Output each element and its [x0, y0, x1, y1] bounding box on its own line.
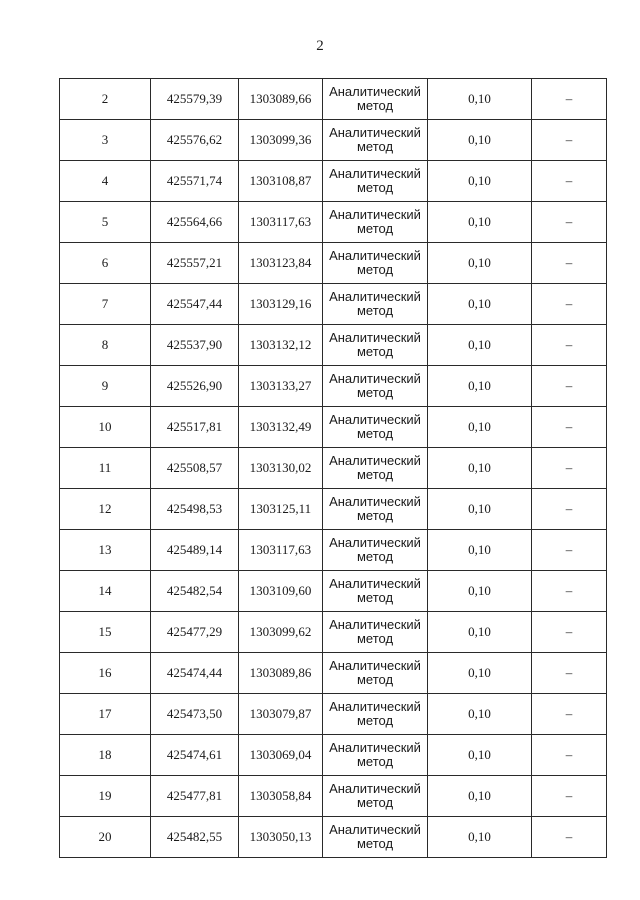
point-number-cell: 16	[60, 653, 151, 694]
y-coordinate-cell: 1303079,87	[239, 694, 323, 735]
y-coordinate-cell: 1303123,84	[239, 243, 323, 284]
method-line-2: метод	[356, 262, 394, 277]
method-line-2: метод	[356, 98, 394, 113]
x-coordinate-cell: 425473,50	[151, 694, 239, 735]
x-coordinate-cell: 425557,21	[151, 243, 239, 284]
method-line-1: Аналитический	[329, 412, 421, 427]
point-number-cell: 11	[60, 448, 151, 489]
accuracy-cell: 0,10	[428, 79, 532, 120]
x-coordinate-cell: 425489,14	[151, 530, 239, 571]
accuracy-cell: 0,10	[428, 448, 532, 489]
table-row	[60, 448, 607, 489]
method-cell	[323, 489, 428, 530]
method-line-2: метод	[356, 795, 394, 810]
method-line-2: метод	[356, 344, 394, 359]
note-cell: –	[532, 325, 607, 366]
method-cell	[323, 530, 428, 571]
method-line-2: метод	[356, 139, 394, 154]
accuracy-cell: 0,10	[428, 366, 532, 407]
y-coordinate-cell: 1303058,84	[239, 776, 323, 817]
y-coordinate-cell: 1303129,16	[239, 284, 323, 325]
accuracy-cell: 0,10	[428, 325, 532, 366]
table-row	[60, 489, 607, 530]
method-line-2: метод	[356, 754, 394, 769]
y-coordinate-cell: 1303132,12	[239, 325, 323, 366]
method-line-1: Аналитический	[329, 371, 421, 386]
point-number-cell: 5	[60, 202, 151, 243]
y-coordinate-cell: 1303089,66	[239, 79, 323, 120]
method-line-1: Аналитический	[329, 699, 421, 714]
y-coordinate-cell: 1303108,87	[239, 161, 323, 202]
accuracy-cell: 0,10	[428, 612, 532, 653]
y-coordinate-cell: 1303117,63	[239, 202, 323, 243]
point-number-cell: 10	[60, 407, 151, 448]
note-cell: –	[532, 79, 607, 120]
note-cell: –	[532, 653, 607, 694]
method-line-1: Аналитический	[329, 207, 421, 222]
method-line-2: метод	[356, 631, 394, 646]
y-coordinate-cell: 1303109,60	[239, 571, 323, 612]
accuracy-cell: 0,10	[428, 776, 532, 817]
note-cell: –	[532, 120, 607, 161]
table-row	[60, 817, 607, 858]
method-line-2: метод	[356, 549, 394, 564]
point-number-cell: 4	[60, 161, 151, 202]
table-row	[60, 366, 607, 407]
point-number-cell: 14	[60, 571, 151, 612]
method-line-1: Аналитический	[329, 822, 421, 837]
method-cell	[323, 653, 428, 694]
point-number-cell: 12	[60, 489, 151, 530]
accuracy-cell: 0,10	[428, 694, 532, 735]
x-coordinate-cell: 425579,39	[151, 79, 239, 120]
table-row	[60, 161, 607, 202]
method-line-1: Аналитический	[329, 576, 421, 591]
note-cell: –	[532, 448, 607, 489]
method-line-1: Аналитический	[329, 248, 421, 263]
x-coordinate-cell: 425474,61	[151, 735, 239, 776]
point-number-cell: 15	[60, 612, 151, 653]
accuracy-cell: 0,10	[428, 817, 532, 858]
y-coordinate-cell: 1303089,86	[239, 653, 323, 694]
note-cell: –	[532, 407, 607, 448]
point-number-cell: 9	[60, 366, 151, 407]
x-coordinate-cell: 425508,57	[151, 448, 239, 489]
method-cell	[323, 120, 428, 161]
table-row	[60, 79, 607, 120]
accuracy-cell: 0,10	[428, 735, 532, 776]
method-cell	[323, 571, 428, 612]
method-line-1: Аналитический	[329, 84, 421, 99]
method-line-2: метод	[356, 385, 394, 400]
note-cell: –	[532, 366, 607, 407]
point-number-cell: 17	[60, 694, 151, 735]
point-number-cell: 18	[60, 735, 151, 776]
y-coordinate-cell: 1303050,13	[239, 817, 323, 858]
page-number: 2	[316, 38, 324, 54]
method-line-1: Аналитический	[329, 166, 421, 181]
table-row	[60, 120, 607, 161]
table-row	[60, 612, 607, 653]
x-coordinate-cell: 425547,44	[151, 284, 239, 325]
method-line-2: метод	[356, 467, 394, 482]
table-row	[60, 653, 607, 694]
method-line-1: Аналитический	[329, 658, 421, 673]
method-cell	[323, 817, 428, 858]
accuracy-cell: 0,10	[428, 571, 532, 612]
method-line-1: Аналитический	[329, 740, 421, 755]
method-line-1: Аналитический	[329, 453, 421, 468]
x-coordinate-cell: 425477,81	[151, 776, 239, 817]
y-coordinate-cell: 1303132,49	[239, 407, 323, 448]
method-cell	[323, 735, 428, 776]
method-line-2: метод	[356, 426, 394, 441]
x-coordinate-cell: 425564,66	[151, 202, 239, 243]
method-cell	[323, 161, 428, 202]
method-cell	[323, 325, 428, 366]
note-cell: –	[532, 202, 607, 243]
method-cell	[323, 79, 428, 120]
accuracy-cell: 0,10	[428, 161, 532, 202]
method-line-2: метод	[356, 713, 394, 728]
point-number-cell: 6	[60, 243, 151, 284]
method-line-2: метод	[356, 303, 394, 318]
table-row	[60, 284, 607, 325]
note-cell: –	[532, 571, 607, 612]
method-line-1: Аналитический	[329, 781, 421, 796]
note-cell: –	[532, 243, 607, 284]
method-cell	[323, 202, 428, 243]
table-row	[60, 776, 607, 817]
y-coordinate-cell: 1303125,11	[239, 489, 323, 530]
point-number-cell: 2	[60, 79, 151, 120]
table-row	[60, 407, 607, 448]
note-cell: –	[532, 161, 607, 202]
point-number-cell: 20	[60, 817, 151, 858]
method-cell	[323, 776, 428, 817]
method-line-1: Аналитический	[329, 535, 421, 550]
y-coordinate-cell: 1303130,02	[239, 448, 323, 489]
note-cell: –	[532, 530, 607, 571]
x-coordinate-cell: 425576,62	[151, 120, 239, 161]
point-number-cell: 8	[60, 325, 151, 366]
accuracy-cell: 0,10	[428, 653, 532, 694]
method-line-1: Аналитический	[329, 330, 421, 345]
note-cell: –	[532, 612, 607, 653]
method-cell	[323, 243, 428, 284]
x-coordinate-cell: 425517,81	[151, 407, 239, 448]
method-cell	[323, 366, 428, 407]
coordinates-table-body	[60, 79, 607, 858]
table-row	[60, 571, 607, 612]
accuracy-cell: 0,10	[428, 120, 532, 161]
point-number-cell: 7	[60, 284, 151, 325]
table-row	[60, 243, 607, 284]
table-row	[60, 735, 607, 776]
accuracy-cell: 0,10	[428, 284, 532, 325]
point-number-cell: 13	[60, 530, 151, 571]
accuracy-cell: 0,10	[428, 407, 532, 448]
x-coordinate-cell: 425474,44	[151, 653, 239, 694]
x-coordinate-cell: 425498,53	[151, 489, 239, 530]
y-coordinate-cell: 1303069,04	[239, 735, 323, 776]
note-cell: –	[532, 776, 607, 817]
note-cell: –	[532, 735, 607, 776]
accuracy-cell: 0,10	[428, 243, 532, 284]
method-cell	[323, 407, 428, 448]
table-row	[60, 202, 607, 243]
accuracy-cell: 0,10	[428, 489, 532, 530]
method-line-2: метод	[356, 508, 394, 523]
y-coordinate-cell: 1303099,36	[239, 120, 323, 161]
x-coordinate-cell: 425571,74	[151, 161, 239, 202]
coordinates-table	[59, 78, 607, 858]
method-line-2: метод	[356, 221, 394, 236]
x-coordinate-cell: 425537,90	[151, 325, 239, 366]
y-coordinate-cell: 1303117,63	[239, 530, 323, 571]
y-coordinate-cell: 1303133,27	[239, 366, 323, 407]
x-coordinate-cell: 425482,55	[151, 817, 239, 858]
method-cell	[323, 448, 428, 489]
note-cell: –	[532, 489, 607, 530]
table-row	[60, 530, 607, 571]
note-cell: –	[532, 284, 607, 325]
method-cell	[323, 284, 428, 325]
note-cell: –	[532, 694, 607, 735]
method-line-2: метод	[356, 836, 394, 851]
accuracy-cell: 0,10	[428, 202, 532, 243]
method-cell	[323, 694, 428, 735]
method-line-2: метод	[356, 590, 394, 605]
method-line-1: Аналитический	[329, 289, 421, 304]
table-row	[60, 694, 607, 735]
method-line-2: метод	[356, 180, 394, 195]
note-cell: –	[532, 817, 607, 858]
x-coordinate-cell: 425477,29	[151, 612, 239, 653]
method-line-2: метод	[356, 672, 394, 687]
table-row	[60, 325, 607, 366]
method-line-1: Аналитический	[329, 617, 421, 632]
method-line-1: Аналитический	[329, 494, 421, 509]
point-number-cell: 19	[60, 776, 151, 817]
accuracy-cell: 0,10	[428, 530, 532, 571]
x-coordinate-cell: 425526,90	[151, 366, 239, 407]
method-cell	[323, 612, 428, 653]
y-coordinate-cell: 1303099,62	[239, 612, 323, 653]
point-number-cell: 3	[60, 120, 151, 161]
x-coordinate-cell: 425482,54	[151, 571, 239, 612]
method-line-1: Аналитический	[329, 125, 421, 140]
